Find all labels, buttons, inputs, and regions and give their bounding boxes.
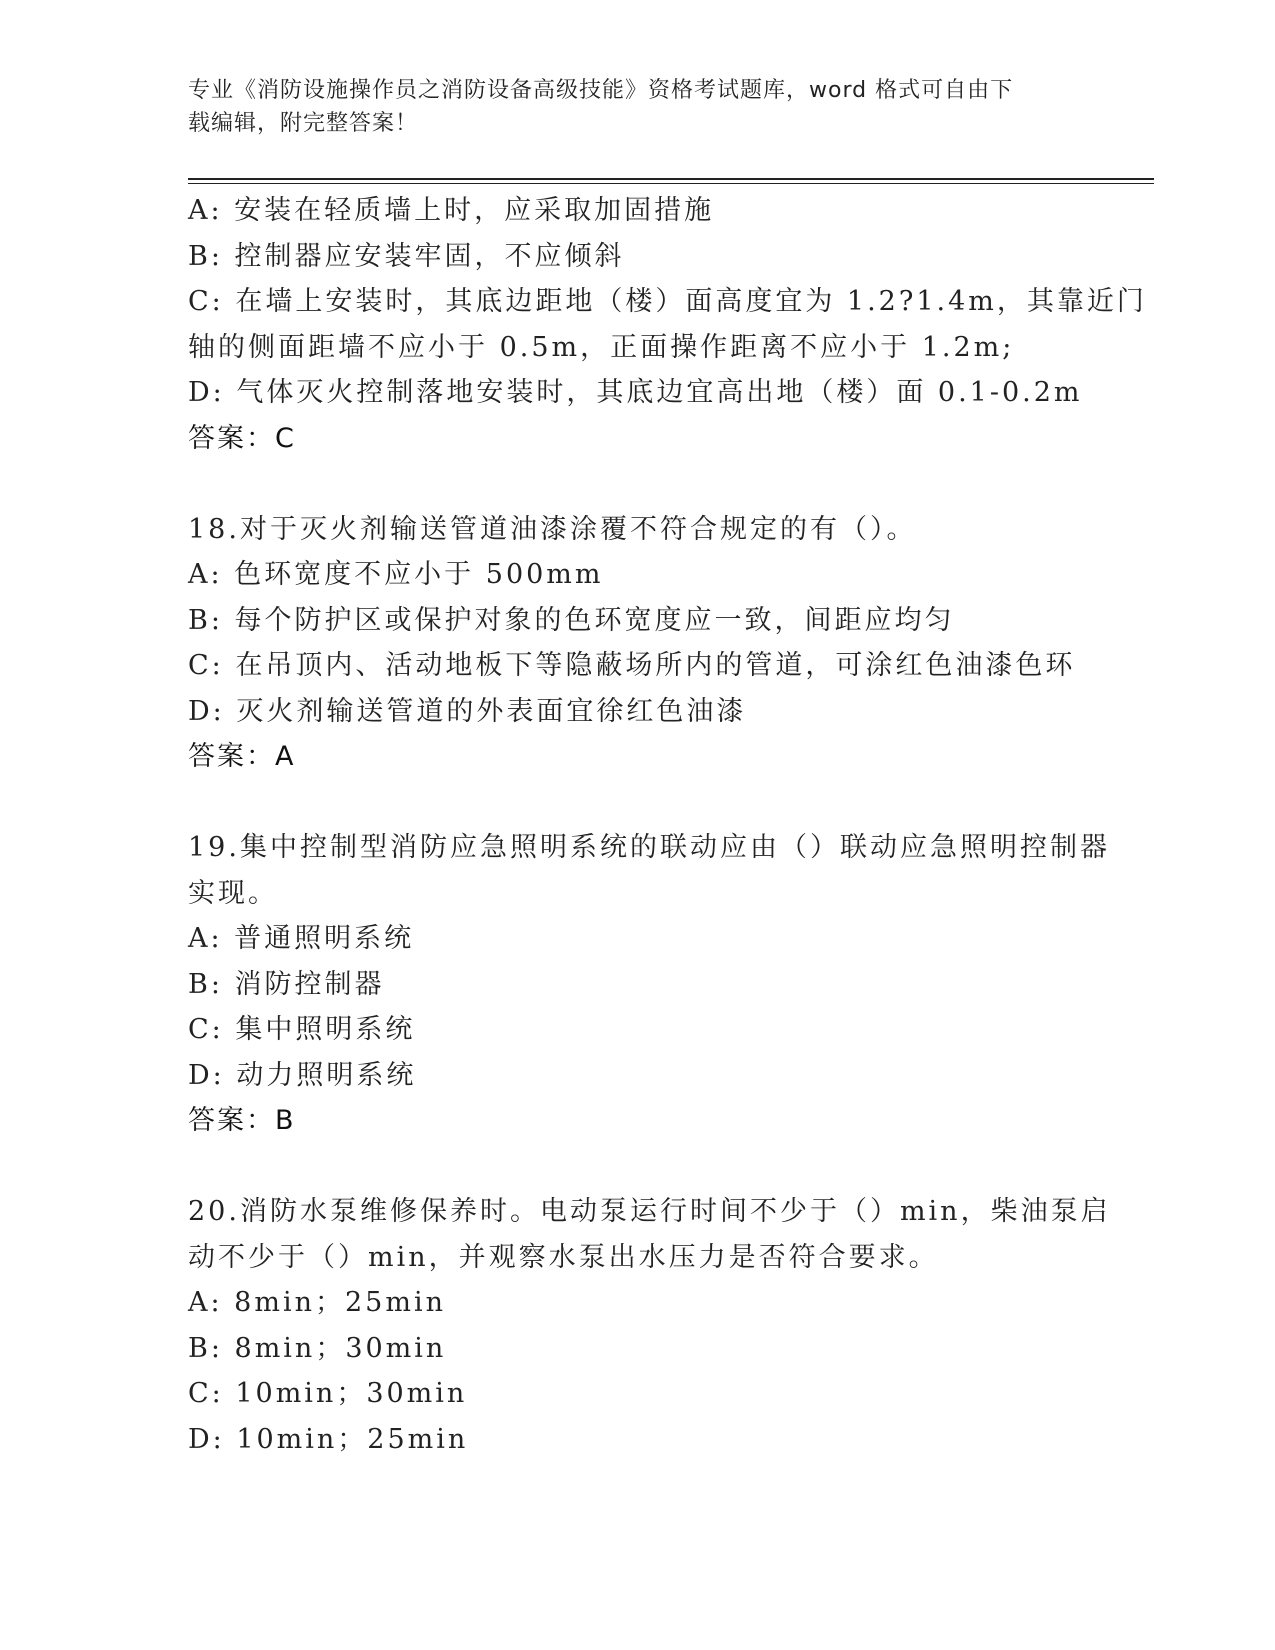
q17-option-d: D: 气体灭火控制落地安装时，其底边宜高出地（楼）面 0.1-0.2m: [188, 377, 1083, 408]
q18-option-a: A: 色环宽度不应小于 500mm: [188, 559, 604, 590]
q19-stem-line-2: 实现。: [188, 877, 278, 909]
q18-answer: 答案：A: [188, 741, 296, 772]
q20-stem-line-1: 20.消防水泵维修保养时。电动泵运行时间不少于（）min，柴油泵启: [188, 1196, 1111, 1227]
spacer: [188, 1144, 1088, 1190]
question-20-block: [188, 1189, 1111, 1462]
q17-option-c-line-1: C: 在墙上安装时，其底边距地（楼）面高度宜为 1.2?1.4m，其靠近门: [188, 286, 1147, 317]
q18-option-d: D: 灭火剂输送管道的外表面宜徐红色油漆: [188, 695, 747, 727]
q20-option-a: A: 8min；25min: [188, 1287, 446, 1318]
question-18-block: [188, 507, 1088, 780]
q17-option-b: B: 控制器应安装牢固，不应倾斜: [188, 240, 625, 272]
header-divider-thin: [188, 183, 1154, 184]
q19-option-a: A: 普通照明系统: [188, 923, 415, 954]
q20-option-b: B: 8min；30min: [188, 1332, 447, 1364]
q19-option-b: B: 消防控制器: [188, 968, 385, 1000]
q18-stem: 18.对于灭火剂输送管道油漆涂覆不符合规定的有（）。: [188, 513, 917, 545]
header-line-1: 专业《消防设施操作员之消防设备高级技能》资格考试题库，word 格式可自由下: [188, 78, 1014, 103]
q17-option-a: A: 安装在轻质墙上时，应采取加固措施: [188, 195, 715, 226]
q17-answer: 答案：C: [188, 422, 296, 454]
q20-option-d: D: 10min；25min: [188, 1423, 469, 1455]
q18-option-b: B: 每个防护区或保护对象的色环宽度应一致，间距应均匀: [188, 604, 955, 636]
question-list: [188, 188, 1147, 1462]
spacer: [188, 780, 1088, 826]
q20-option-c: C: 10min；30min: [188, 1378, 468, 1409]
spacer: [188, 461, 1088, 507]
header-divider-thick: [188, 178, 1154, 180]
header-line-2: 载编辑，附完整答案！: [188, 111, 419, 136]
document-header: [188, 74, 1088, 140]
question-19-block: [188, 825, 1110, 1144]
q19-option-d: D: 动力照明系统: [188, 1059, 417, 1091]
q19-answer: 答案：B: [188, 1105, 296, 1136]
q17-option-c-line-2: 轴的侧面距墙不应小于 0.5m，正面操作距离不应小于 1.2m;: [188, 331, 1015, 363]
q19-stem-line-1: 19.集中控制型消防应急照明系统的联动应由（）联动应急照明控制器: [188, 832, 1110, 863]
question-17-block: [188, 188, 1147, 461]
q18-option-c: C: 在吊顶内、活动地板下等隐蔽场所内的管道，可涂红色油漆色环: [188, 650, 1076, 681]
q20-stem-line-2: 动不少于（）min，并观察水泵出水压力是否符合要求。: [188, 1241, 939, 1273]
q19-option-c: C: 集中照明系统: [188, 1014, 416, 1045]
